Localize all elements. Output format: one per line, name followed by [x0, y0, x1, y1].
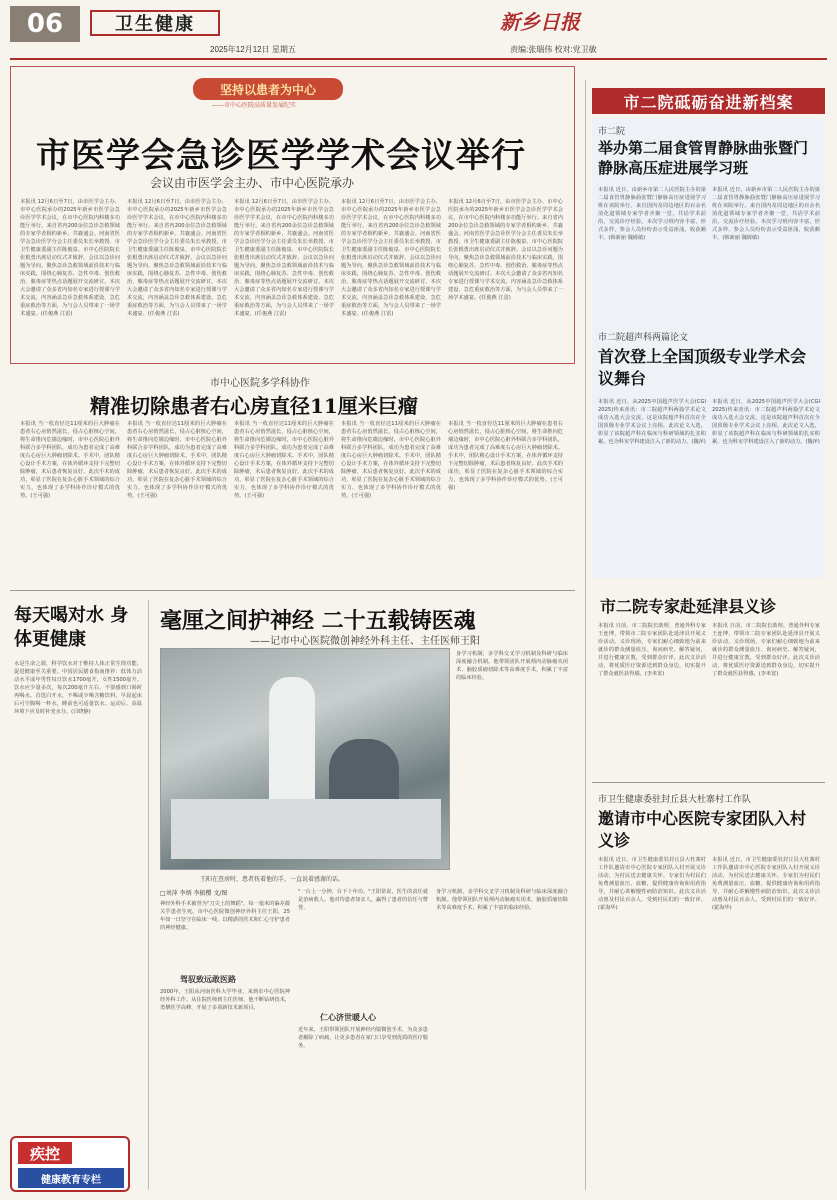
feature-body2: 2000年，王阳从河南医科大学毕业，来到市中心医院神经外科工作。从住院医师到主任医师，他不断钻研技术，勇攀医学高峰，开展了多项新技术新项目。 — [160, 989, 290, 1011]
a4-body-col2: 本报讯 近日，市卫生健康委驻封丘县大杜寨村工作队邀请市中心医院专家团队入村开展义诊活动，为村民送去健康关怀。专家们为村民们免费测量血压、血糖，提供健康咨询和用药指导，并耐心讲解慢性病防治知识。此次义诊活动惠及村民百余人，受到村民们的一致好评。(霍海华) — [712, 857, 820, 911]
feature-photo — [160, 648, 450, 870]
lead-body-col3: 本报讯 12月6日至7日，由市医学会主办、市中心医院承办的2025年新乡市医学会急诊医学学术会议，在市中心医院内科楼多功能厅举行。来自省内200余位急诊急救领域的专家学者相约新乡，共襄盛会。河南省医学会急诊医学分会主任委员朱长举教授、市卫生健康委副主任陈俊泉、市中心医院院长张根勇出席启动仪式并致辞。会议以急诊问题为导向，聚焦急诊急救领域前沿技术与临床实践，围绕心肺复苏、急性中毒、创伤救治、脓毒症等热点话题展开交流研讨。本次大会邀请了众多省内知名专家进行授课与学术交流，内容涵盖急诊急救体系建设、急危重症救治等方面，为与会人员带来了一场学术盛宴。(任俊燕 江雷) — [234, 199, 334, 317]
editor-credit: 责编:张瑞伟 校对:党卫敏 — [510, 45, 597, 54]
right-divider — [585, 80, 586, 1190]
column-divider — [148, 600, 149, 1190]
lead-body-col2: 本报讯 12月6日至7日，由市医学会主办、市中心医院承办的2025年新乡市医学会急诊医学学术会议，在市中心医院内科楼多功能厅举行。来自省内200余位急诊急救领域的专家学者相约新乡，共襄盛会。河南省医学会急诊医学分会主任委员朱长举教授、市卫生健康委副主任陈俊泉、市中心医院院长张根勇出席启动仪式并致辞。会议以急诊问题为导向，聚焦急诊急救领域前沿技术与临床实践，围绕心肺复苏、急性中毒、创伤救治、脓毒症等热点话题展开交流研讨。本次大会邀请了众多省内知名专家进行授课与学术交流，内容涵盖急诊急救体系建设、急危重症救治等方面，为与会人员带来了一场学术盛宴。(任俊燕 江雷) — [127, 199, 227, 317]
water-body: 水是生命之源，科学饮水对于维持人体正常生理功能、促进健康至关重要。中国居民膳食指南推荐：低体力活动水平成年男性每日饮水1700毫升，女性1500毫升。饮水应少量多次，每次200毫升左右，不要感到口渴时再喝水。首选白开水，不喝或少喝含糖饮料。早晨起床后可空腹喝一杯水，睡前也可适量饮水。运动后、高温环境下应及时补充水分。(吕晓静) — [14, 661, 142, 715]
issue-date: 2025年12月12日 星期五 — [210, 45, 296, 54]
lead-banner-sub: ——市中心医院高质量发展纪实 — [212, 102, 297, 109]
right-column-banner: 市二院砥砺奋进新档案 — [592, 88, 825, 114]
tumor-body-col5: 本报讯 当一枚直径达11厘米的巨大肿瘤在患者右心房悄然滋长，侵占心脏核心空间，将生命推向危墙边缘时，市中心医院心脏外科联合多学科团队，成功为患者完成了高难度右心房巨大肿瘤切除术。手术中，团队精心设计手术方案，在体外循环支持下完整切除肿瘤，术后患者恢复良好。此次手术的成功，彰显了医院在复杂心脏手术领域的综合实力，也体现了多学科协作诊疗模式的优势。(王可强) — [448, 421, 563, 491]
a4-body-col1: 本报讯 近日，市卫生健康委驻封丘县大杜寨村工作队邀请市中心医院专家团队入村开展义诊活动，为村民送去健康关怀。专家们为村民们免费测量血压、血糖，提供健康咨询和用药指导，并耐心讲解慢性病防治知识。此次义诊活动惠及村民百余人，受到村民们的一致好评。(霍海华) — [598, 857, 706, 911]
lead-body-col1: 本报讯 12月6日至7日，由市医学会主办、市中心医院承办的2025年新乡市医学会急诊医学学术会议，在市中心医院内科楼多功能厅举行。来自省内200余位急诊急救领域的专家学者相约新乡，共襄盛会。河南省医学会急诊医学分会主任委员朱长举教授、市卫生健康委副主任陈俊泉、市中心医院院长张根勇出席启动仪式并致辞。会议以急诊问题为导向，聚焦急诊急救领域前沿技术与临床实践，围绕心肺复苏、急性中毒、创伤救治、脓毒症等热点话题展开交流研讨。本次大会邀请了众多省内知名专家进行授课与学术交流，内容涵盖急诊急救体系建设、急危重症救治等方面，为与会人员带来了一场学术盛宴。(任俊燕 江雷) — [20, 199, 120, 317]
feature-byline: □刘萍 李炳 李振樱 文/图 — [160, 890, 228, 897]
lead-body-col4: 本报讯 12月6日至7日，由市医学会主办、市中心医院承办的2025年新乡市医学会急诊医学学术会议，在市中心医院内科楼多功能厅举行。来自省内200余位急诊急救领域的专家学者相约新乡，共襄盛会。河南省医学会急诊医学分会主任委员朱长举教授、市卫生健康委副主任陈俊泉、市中心医院院长张根勇出席启动仪式并致辞。会议以急诊问题为导向，聚焦急诊急救领域前沿技术与临床实践，围绕心肺复苏、急性中毒、创伤救治、脓毒症等热点话题展开交流研讨。本次大会邀请了众多省内知名专家进行授课与学术交流，内容涵盖急诊急救体系建设、急危重症救治等方面，为与会人员带来了一场学术盛宴。(任俊燕 江雷) — [341, 199, 441, 317]
a1-title: 举办第二届食管胃静脉曲张暨门静脉高压症进展学习班 — [598, 139, 809, 177]
lead-title: 市医学会急诊医学学术会议举行 — [36, 136, 526, 176]
a2-title: 首次登上全国顶级专业学术会议舞台 — [598, 347, 807, 388]
feature-subhead2: 仁心济世暖人心 — [320, 1013, 376, 1022]
badge-title: 疾控 — [18, 1142, 72, 1164]
a2-body-col2: 本报讯 近日，从2025中国超声医学大会(CGI 2025)传来喜讯：市二院超声科两篇学术论文成功入选大会交流，这是该院超声科首次在全国顶级专业学术会议上亮相。此次论文入选，彰显了该院超声科在临床与科研领域的扎实积累，也为科室学科建设注入了新的动力。(魏萍) — [712, 399, 820, 445]
a1-body-col1: 本报讯 近日，由新乡市第二人民医院主办的第二届食管胃静脉曲张暨门静脉高压症进展学习班在该院举行。来自国内及周边地区的百余名消化道领域专家学者齐聚一堂，共话学术前沿，交流诊疗经验。本次学习班内容丰富，形式多样，参会人员纷纷表示受益匪浅，收获颇丰。(韩新丽 魏姆敏) — [598, 187, 706, 241]
a4-title: 邀请市中心医院专家团队入村义诊 — [598, 809, 807, 850]
a3-body-col2: 本报讯 日前，市二院院长助理、普通外科专家王连博，带领市二院专家团队赴延津县开展义诊活动。义诊现场，专家们耐心细致地为前来就诊的群众测量血压、询问病史、解答疑问，并进行健康宣教，受到群众好评。此次义诊活动，将优质医疗资源送到群众身边，切实提升了群众就医获得感。(李米宽) — [712, 623, 820, 677]
hospital-bed — [171, 799, 441, 859]
a2-body-col1: 本报讯 近日，从2025中国超声医学大会(CGI 2025)传来喜讯：市二院超声科两篇学术论文成功入选大会交流，这是该院超声科首次在全国顶级专业学术会议上亮相。此次论文入选，彰显了该院超声科在临床与科研领域的扎实积累，也为科室学科建设注入了新的动力。(魏萍) — [598, 399, 706, 445]
feature-body-side: 身学习机制，多学科交叉学习机制及科研与临床深度融合机制。他带领团队开展颅内动脉瘤夹闭术、脑胶质瘤切除术等高难度手术，积累了丰富的临床经验。 — [456, 651, 568, 681]
water-title: 每天喝对水 身体更健康 — [14, 605, 129, 650]
feature-title: 毫厘之间护神经 二十五载铸医魂 — [160, 608, 476, 634]
tumor-body-col1: 本报讯 当一枚直径达11厘米的巨大肿瘤在患者右心房悄然滋长，侵占心脏核心空间，将生命推向危墙边缘时，市中心医院心脏外科联合多学科团队，成功为患者完成了高难度右心房巨大肿瘤切除术。手术中，团队精心设计手术方案，在体外循环支持下完整切除肿瘤，术后患者恢复良好。此次手术的成功，彰显了医院在复杂心脏手术领域的综合实力，也体现了多学科协作诊疗模式的优势。(王可强) — [20, 421, 120, 499]
newspaper-logo: 新乡日报 — [500, 10, 580, 34]
masthead-rule — [10, 58, 827, 60]
a1-body-col2: 本报讯 近日，由新乡市第二人民医院主办的第二届食管胃静脉曲张暨门静脉高压症进展学习班在该院举行。来自国内及周边地区的百余名消化道领域专家学者齐聚一堂，共话学术前沿，交流诊疗经验。本次学习班内容丰富，形式多样，参会人员纷纷表示受益匪浅，收获颇丰。(韩新丽 魏姆敏) — [712, 187, 820, 241]
feature-subhead1: 驾驭致远敢医路 — [180, 975, 236, 984]
lead-banner: 坚持以患者为中心 — [193, 78, 343, 100]
divider-right — [592, 782, 825, 783]
tumor-body-col4: 本报讯 当一枚直径达11厘米的巨大肿瘤在患者右心房悄然滋长，侵占心脏核心空间，将生命推向危墙边缘时，市中心医院心脏外科联合多学科团队，成功为患者完成了高难度右心房巨大肿瘤切除术。手术中，团队精心设计手术方案，在体外循环支持下完整切除肿瘤，术后患者恢复良好。此次手术的成功，彰显了医院在复杂心脏手术领域的综合实力，也体现了多学科协作诊疗模式的优势。(王可强) — [341, 421, 441, 499]
feature-body3-cont: 身学习机制，多学科交叉学习机制及科研与临床深度融合机制。他带领团队开展颅内动脉瘤夹闭术、脑胶质瘤切除术等高难度手术，积累了丰富的临床经验。 — [436, 889, 568, 911]
a1-kicker: 市二院 — [598, 127, 626, 137]
feature-body4: "一台上一分钟，台下十年功。"王阳常说，医生的责任就是治病救人。他对待患者如亲人，赢得了患者的信任与赞誉。 — [298, 889, 428, 911]
section-title: 卫生健康 — [90, 10, 220, 36]
tumor-kicker: 市中心医院多学科协作 — [210, 378, 310, 389]
feature-subtitle: ——记市中心医院微创神经外科主任、主任医师王阳 — [250, 636, 480, 647]
lead-subtitle: 会议由市医学会主办、市中心医院承办 — [150, 176, 355, 190]
lead-body-col5: 本报讯 12月6日至7日，由市医学会主办、市中心医院承办的2025年新乡市医学会急诊医学学术会议，在市中心医院内科楼多功能厅举行。来自省内200余位急诊急救领域的专家学者相约新乡，共襄盛会。河南省医学会急诊医学分会主任委员朱长举教授、市卫生健康委副主任陈俊泉、市中心医院院长张根勇出席启动仪式并致辞。会议以急诊问题为导向，聚焦急诊急救领域前沿技术与临床实践，围绕心肺复苏、急性中毒、创伤救治、脓毒症等热点话题展开交流研讨。本次大会邀请了众多省内知名专家进行授课与学术交流，内容涵盖急诊急救体系建设、急危重症救治等方面，为与会人员带来了一场学术盛宴。(任俊燕 江雷) — [448, 199, 563, 301]
health-column-badge — [10, 1136, 130, 1192]
tumor-body-col3: 本报讯 当一枚直径达11厘米的巨大肿瘤在患者右心房悄然滋长，侵占心脏核心空间，将生命推向危墙边缘时，市中心医院心脏外科联合多学科团队，成功为患者完成了高难度右心房巨大肿瘤切除术。手术中，团队精心设计手术方案，在体外循环支持下完整切除肿瘤，术后患者恢复良好。此次手术的成功，彰显了医院在复杂心脏手术领域的综合实力，也体现了多学科协作诊疗模式的优势。(王可强) — [234, 421, 334, 499]
a4-kicker: 市卫生健康委驻封丘县大杜寨村工作队 — [598, 795, 752, 805]
divider — [10, 590, 575, 591]
page-number: 06 — [10, 6, 80, 42]
badge-sub: 健康教育专栏 — [18, 1168, 124, 1188]
a3-body-col1: 本报讯 日前，市二院院长助理、普通外科专家王连博，带领市二院专家团队赴延津县开展义诊活动。义诊现场，专家们耐心细致地为前来就诊的群众测量血压、询问病史、解答疑问，并进行健康宣教，受到群众好评。此次义诊活动，将优质医疗资源送到群众身边，切实提升了群众就医获得感。(李米宽) — [598, 623, 706, 677]
tumor-title: 精准切除患者右心房直径11厘米巨瘤 — [90, 394, 418, 418]
tumor-body-col2: 本报讯 当一枚直径达11厘米的巨大肿瘤在患者右心房悄然滋长，侵占心脏核心空间，将生命推向危墙边缘时，市中心医院心脏外科联合多学科团队，成功为患者完成了高难度右心房巨大肿瘤切除术。手术中，团队精心设计手术方案，在体外循环支持下完整切除肿瘤，术后患者恢复良好。此次手术的成功，彰显了医院在复杂心脏手术领域的综合实力，也体现了多学科协作诊疗模式的优势。(王可强) — [127, 421, 227, 499]
feature-body1: 神经外科手术被誉为"刀尖上的舞蹈"，每一毫米的偏差都关乎患者生死。市中心医院微创神经外科主任王阳，25年如一日坚守在临床一线，以精湛的医术和仁心守护患者的神经健康。 — [160, 901, 290, 931]
a2-kicker: 市二院超声科两篇论文 — [598, 333, 689, 343]
a3-title: 市二院专家赴延津县义诊 — [600, 597, 777, 616]
feature-body5: 近年来，王阳带领团队开展神经内镜微创手术，为众多患者解除了病痛，让更多患者在家门口享受到优质的医疗服务。 — [298, 1027, 428, 1049]
photo-caption: 王阳在查房时，患者抚着他的手，一直说着感谢的话。 — [200, 876, 345, 883]
